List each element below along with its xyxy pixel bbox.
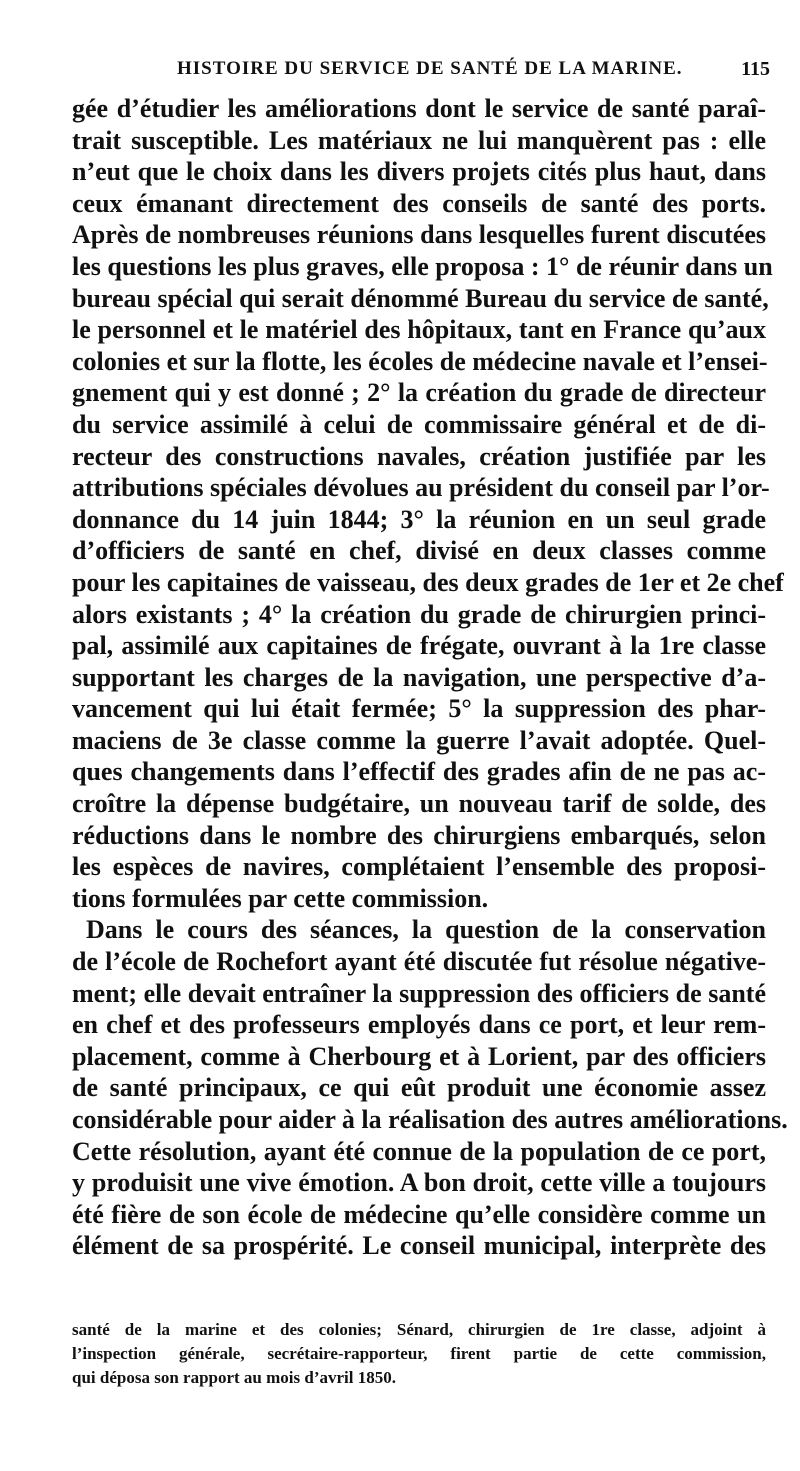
text-line: ceux émanant directement des conseils de santé des ports. <box>72 188 766 218</box>
text-line: supportant les charges de la navigation, une perspective d’a- <box>72 662 766 692</box>
text-line: en chef et des professeurs employés dans ce port, et leur rem- <box>72 1010 766 1040</box>
text-line: Dans le cours des séances, la question de la conservation <box>86 915 766 945</box>
footnote-line: santé de la marine et des colonies; Sénard, chirurgien de 1re classe, adjoint à <box>72 1320 766 1339</box>
text-line: alors existants ; 4° la création du grade de chirurgien princi- <box>72 599 766 629</box>
text-line: placement, comme à Cherbourg et à Lorient, par des officiers <box>72 1041 766 1071</box>
text-line: les espèces de navires, complétaient l’ensemble des proposi- <box>72 852 766 882</box>
text-line: croître la dépense budgétaire, un nouveau tarif de solde, des <box>72 789 766 819</box>
text-line: de santé principaux, ce qui eût produit une économie assez <box>72 1073 766 1103</box>
text-line: considérable pour aider à la réalisation des autres améliorations. <box>72 1105 788 1134</box>
text-line: tions formulées par cette commission. <box>72 883 489 913</box>
text-line: réductions dans le nombre des chirurgiens embarqués, selon <box>72 820 766 850</box>
text-line: les questions les plus graves, elle proposa : 1° de réunir dans un <box>72 251 773 281</box>
text-line: n’eut que le choix dans les divers projets cités plus haut, dans <box>72 157 766 187</box>
text-line: bureau spécial qui serait dénommé Bureau du service de santé, <box>72 283 769 313</box>
text-line: y produisit une vive émotion. A bon droit, cette ville a toujours <box>72 1168 766 1198</box>
text-line: d’officiers de santé en chef, divisé en deux classes comme <box>72 536 766 566</box>
text-line: de l’école de Rochefort ayant été discutée fut résolue négative- <box>72 947 766 977</box>
text-line: le personnel et le matériel des hôpitaux, tant en France qu’aux <box>72 315 766 345</box>
text-line: colonies et sur la flotte, les écoles de médecine navale et l’ensei- <box>72 346 768 376</box>
paragraph-1 <box>72 93 784 914</box>
page-header <box>72 58 770 88</box>
text-line: gée d’étudier les améliorations dont le service de santé paraî- <box>72 94 766 123</box>
main-text <box>72 93 788 1262</box>
text-line: été fière de son école de médecine qu’elle considère comme un <box>72 1199 766 1229</box>
text-line: recteur des constructions navales, création justifiée par les <box>72 441 766 471</box>
text-line: donnance du 14 juin 1844; 3° la réunion en un seul grade <box>72 504 766 534</box>
text-line: trait susceptible. Les matériaux ne lui manquèrent pas : elle <box>72 125 766 155</box>
text-line: pour les capitaines de vaisseau, des deux grades de 1er et 2e chef <box>72 567 784 597</box>
text-line: ment; elle devait entraîner la suppression des officiers de santé <box>72 978 766 1008</box>
text-line: maciens de 3e classe comme la guerre l’avait adoptée. Quel- <box>72 725 766 755</box>
page-number: 115 <box>741 58 770 80</box>
text-line: Après de nombreuses réunions dans lesquelles furent discutées <box>72 220 766 250</box>
text-line: du service assimilé à celui de commissaire général et de di- <box>72 409 766 439</box>
text-line: élément de sa prospérité. Le conseil municipal, interprète des <box>72 1231 766 1261</box>
footnote <box>72 1318 766 1390</box>
text-line: gnement qui y est donné ; 2° la création du grade de directeur <box>72 378 766 408</box>
footnote-line: qui déposa son rapport au mois d’avril 1850. <box>72 1368 396 1387</box>
text-line: vancement qui lui était fermée; 5° la suppression des phar- <box>72 694 766 724</box>
text-line: pal, assimilé aux capitaines de frégate, ouvrant à la 1re classe <box>72 631 766 661</box>
text-line: ques changements dans l’effectif des grades afin de ne pas ac- <box>72 757 766 787</box>
footnote-line: l’inspection générale, secrétaire-rapporteur, firent partie de cette commission, <box>72 1344 766 1363</box>
running-title: HISTOIRE DU SERVICE DE SANTÉ DE LA MARINE. <box>177 58 683 79</box>
text-line: Cette résolution, ayant été connue de la population de ce port, <box>72 1136 766 1166</box>
text-line: attributions spéciales dévolues au président du conseil par l’or- <box>72 473 770 503</box>
paragraph-2 <box>72 914 788 1262</box>
